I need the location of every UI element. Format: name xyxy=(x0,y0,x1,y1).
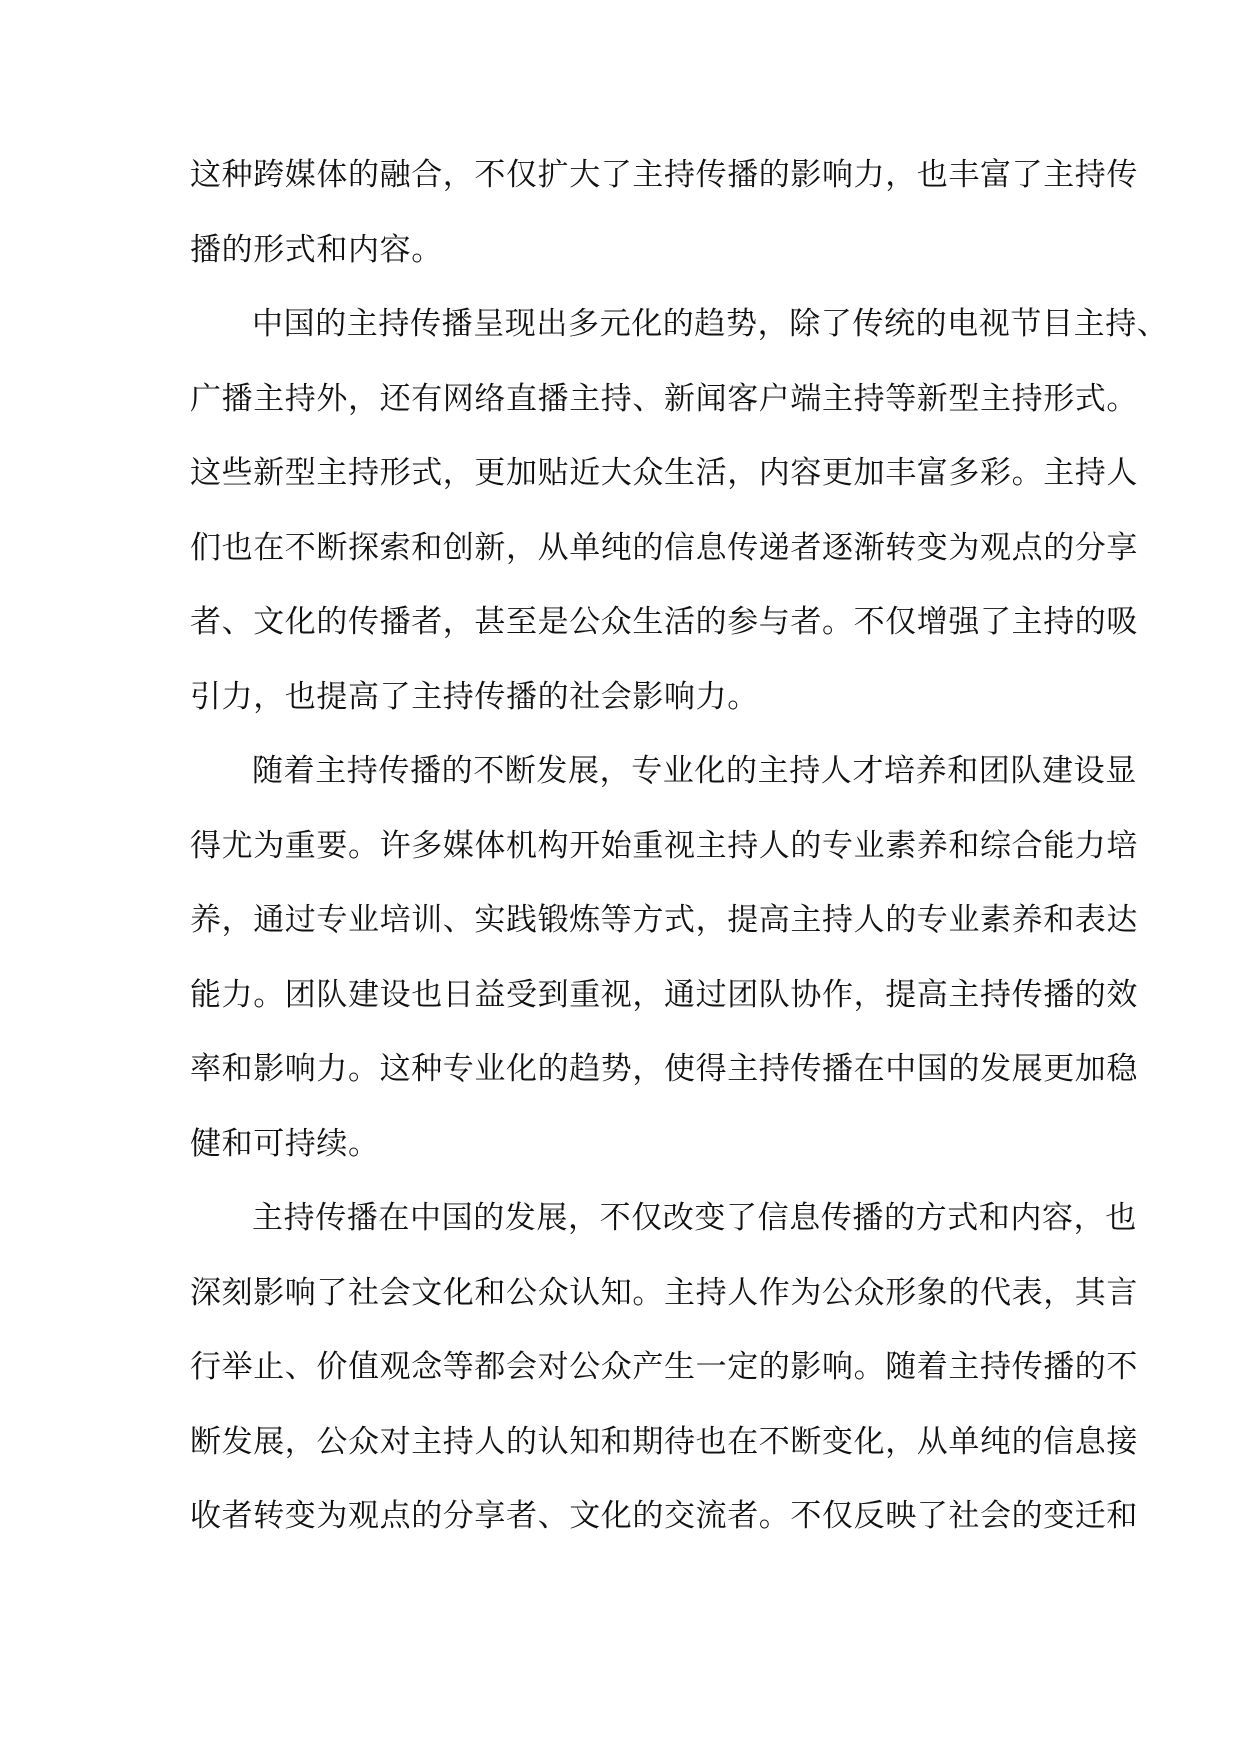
paragraph-3-line-1: 随着主持传播的不断发展，专业化的主持人才培养和团队建设显 xyxy=(252,753,1137,789)
paragraph-4-line-1: 主持传播在中国的发展，不仅改变了信息传播的方式和内容，也 xyxy=(252,1200,1137,1236)
paragraph-4-line-5: 收者转变为观点的分享者、文化的交流者。不仅反映了社会的变迁和 xyxy=(190,1498,1138,1534)
paragraph-2-line-1: 中国的主持传播呈现出多元化的趋势，除了传统的电视节目主持、 xyxy=(252,306,1169,342)
paragraph-2-line-2: 广播主持外，还有网络直播主持、新闻客户端主持等新型主持形式。 xyxy=(190,380,1138,417)
document-body xyxy=(190,138,1169,1554)
paragraph-4-line-3: 行举止、价值观念等都会对公众产生一定的影响。随着主持传播的不 xyxy=(190,1349,1138,1385)
paragraph-3-line-3: 养，通过专业培训、实践锻炼等方式，提高主持人的专业素养和表达 xyxy=(190,902,1138,938)
paragraph-3-line-2: 得尤为重要。许多媒体机构开始重视主持人的专业素养和综合能力培 xyxy=(190,827,1138,864)
paragraph-2-line-4: 们也在不断探索和创新，从单纯的信息传递者逐渐转变为观点的分享 xyxy=(190,529,1138,566)
paragraph-1-line-2: 播的形式和内容。 xyxy=(190,231,443,268)
paragraph-4-line-4: 断发展，公众对主持人的认知和期待也在不断变化，从单纯的信息接 xyxy=(190,1423,1138,1460)
paragraph-2-line-5: 者、文化的传播者，甚至是公众生活的参与者。不仅增强了主持的吸 xyxy=(190,604,1138,640)
paragraph-2-line-3: 这些新型主持形式，更加贴近大众生活，内容更加丰富多彩。主持人 xyxy=(190,455,1138,491)
paragraph-2-line-6: 引力，也提高了主持传播的社会影响力。 xyxy=(190,678,759,715)
paragraph-3-line-4: 能力。团队建设也日益受到重视，通过团队协作，提高主持传播的效 xyxy=(190,976,1138,1013)
paragraph-4-line-2: 深刻影响了社会文化和公众认知。主持人作为公众形象的代表，其言 xyxy=(190,1274,1138,1311)
paragraph-3-line-5: 率和影响力。这种专业化的趋势，使得主持传播在中国的发展更加稳 xyxy=(190,1051,1138,1087)
paragraph-1-line-1: 这种跨媒体的融合，不仅扩大了主持传播的影响力，也丰富了主持传 xyxy=(190,157,1138,193)
paragraph-3-line-6: 健和可持续。 xyxy=(190,1125,380,1162)
